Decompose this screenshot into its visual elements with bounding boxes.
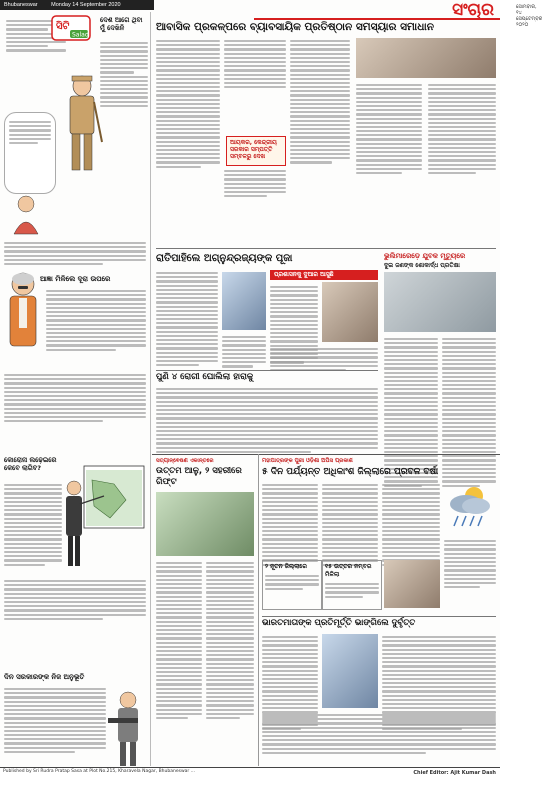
cartoon-map-figure xyxy=(64,460,148,572)
speech-bubble xyxy=(4,112,56,194)
vdivider-1 xyxy=(258,454,259,766)
sixth-body-3 xyxy=(262,712,496,756)
lead-body-3 xyxy=(224,168,286,199)
divider-2 xyxy=(156,370,378,371)
left-body-2 xyxy=(4,240,146,267)
lead-body-2 xyxy=(224,38,286,90)
article1-body xyxy=(100,40,148,109)
article3-body xyxy=(4,482,62,568)
lead-body-6 xyxy=(428,82,496,176)
article3-body-2 xyxy=(4,578,146,622)
brand-logo: ସଂଚାର xyxy=(452,0,494,20)
fourth-body-1 xyxy=(156,560,202,721)
cartoon-gunman xyxy=(106,688,148,768)
small-box-2-title: ୧୫ ଉତ୍ତର ନମ୍ବର ମିଳିଲା xyxy=(325,563,372,578)
sixth-photo-statue xyxy=(322,634,378,708)
divider-4 xyxy=(262,616,496,617)
right-area xyxy=(152,20,500,766)
rain-icon xyxy=(444,482,496,534)
article2-body-2 xyxy=(4,372,146,424)
fifth-body-1 xyxy=(262,482,318,568)
fifth-body-4 xyxy=(444,538,496,590)
footer-imprint xyxy=(0,767,500,787)
fourth-photo xyxy=(156,492,254,556)
date-odia: ସୋମବାର, ୧୪ ସେପ୍ଟେମ୍ବର ୨୦୨୦ xyxy=(516,4,542,28)
second-photo-idol xyxy=(222,272,266,330)
article2-body xyxy=(46,288,146,353)
fourth-headline: ଉତ୍ତମ ଆଳୁ, ୨ ସହରୀରେ ଗିଫ୍ଟ xyxy=(156,466,242,487)
sixth-headline: ଭାରତମାତାଙ୍କ ପ୍ରତିମୂର୍ତ୍ତି ଭାଙ୍ଗିଲେ ଦୁର୍ବୃତ୍ତ xyxy=(262,618,416,628)
second-body-1 xyxy=(156,270,218,368)
top-strip xyxy=(0,0,154,10)
masthead xyxy=(254,0,542,28)
lead-body-1 xyxy=(156,38,220,170)
second-sub: ପ୍ରଶାସନକୁ ଦୁଆର ଆସୁଛି xyxy=(274,271,334,278)
fifth-body-3 xyxy=(382,482,440,568)
article2-title: ଆଜ୍ଞା ମିଳିଲେ ଦୂରା ଉପରେ xyxy=(40,275,111,283)
fourth-body-2 xyxy=(206,560,254,721)
lead-headline: ଆବାସିକ ପ୍ରକଳ୍ପରେ ବ୍ୟାବସାୟିକ ପ୍ରତିଷ୍ଠାନ ସମସ୍ୟାର ସମାଧାନ xyxy=(156,21,434,33)
fifth-label: ମହାପାତ୍ରଙ୍କ ପୁରୀ ଓଡ଼ିଶା ଅପିସ ପ୍ରକାଶ xyxy=(262,458,353,464)
second-sub-banner xyxy=(270,270,378,280)
second-photo-2 xyxy=(322,282,378,342)
third-body xyxy=(156,386,378,455)
article4-title: ଦିନ ସରକାରଙ୍କ ନିଜ ଅନୁଭୂତି xyxy=(4,673,85,681)
third-headline: ପୁଣି ୪ ରୋଗୀ ଘୋଲିଲା ହାରାକୁ xyxy=(156,372,254,382)
imprint-text: Published by Sri Rudra Pratap Sasa at Plot No.215, Kharavela Nagar, Bhubaneswar ... xyxy=(3,769,195,774)
date-en: Monday 14 September 2020 xyxy=(51,2,121,8)
svg-text:Salad: Salad xyxy=(72,31,89,39)
lead-body-5 xyxy=(356,82,422,176)
fifth-body-2 xyxy=(322,482,378,568)
second-headline: ରାତିପାହିଲେ ଅଗ୍ନୁନ୍ଦ୍ରଜ୍ୟଙ୍କ ପୂଜା xyxy=(156,253,293,264)
city-salad-logo xyxy=(48,14,94,42)
lead-box-text: ଆୟକର, କେନ୍ଦ୍ରୀୟ ସରକାର ସମ୍ପତ୍ତି ସମ୍ବଳରୁ ଦେଖ xyxy=(230,139,277,160)
svg-text:ସିଟି: ସିଟି xyxy=(56,21,70,32)
side-sub: ଦୁଇ ଜଣଙ୍କ ଶୋକାର୍ଦ୍ଧ ପ୍ରତିକ୍ଷା xyxy=(384,262,460,269)
side-headline: ଭୁଲିମାରେଡ଼େ ଯୁବକ ମୃତ୍ୟୁରେ xyxy=(384,252,466,260)
small-box-2 xyxy=(322,560,382,610)
divider-3 xyxy=(152,454,500,455)
section-label: ସତ୍ୟାନ୍ଵେଷଣ ଏକାନ୍ତରେ xyxy=(156,458,214,464)
city-label: Bhubaneswar xyxy=(4,2,38,8)
article1-title: ଦେଶ ଆଗେ ଥିବା ମୁଁ ଦେଖିନି xyxy=(100,16,143,32)
second-body-2 xyxy=(222,334,266,370)
chief-editor: Chief Editor: Ajit Kumar Dash xyxy=(413,770,496,776)
cartoon-officer xyxy=(4,270,42,368)
lead-callout-box xyxy=(226,136,286,166)
lead-photo-meeting xyxy=(356,38,496,78)
lead-body-4 xyxy=(290,38,350,166)
article4-body xyxy=(4,686,106,755)
cartoon-policeman xyxy=(62,72,102,182)
article3-title: କୋରୋନା ଲଢ଼େଇରେ କେବେ ଲାଗିବ? xyxy=(4,456,57,472)
small-box-1-title: ୨ ନୂତନ ଜିଲ୍ଲାରେ xyxy=(265,563,307,570)
side-photo xyxy=(384,272,496,332)
small-photo xyxy=(384,560,440,608)
divider-1 xyxy=(156,248,496,249)
fifth-headline: ୫ ଦିନ ପର୍ଯ୍ୟନ୍ତ ଅଧିକାଂଶ ଜିଲ୍ଲାରେ ପ୍ରବଳ ବର୍ଷା xyxy=(262,467,439,477)
left-column xyxy=(0,12,151,766)
small-box-1 xyxy=(262,560,322,610)
cartoon-woman xyxy=(4,192,48,234)
